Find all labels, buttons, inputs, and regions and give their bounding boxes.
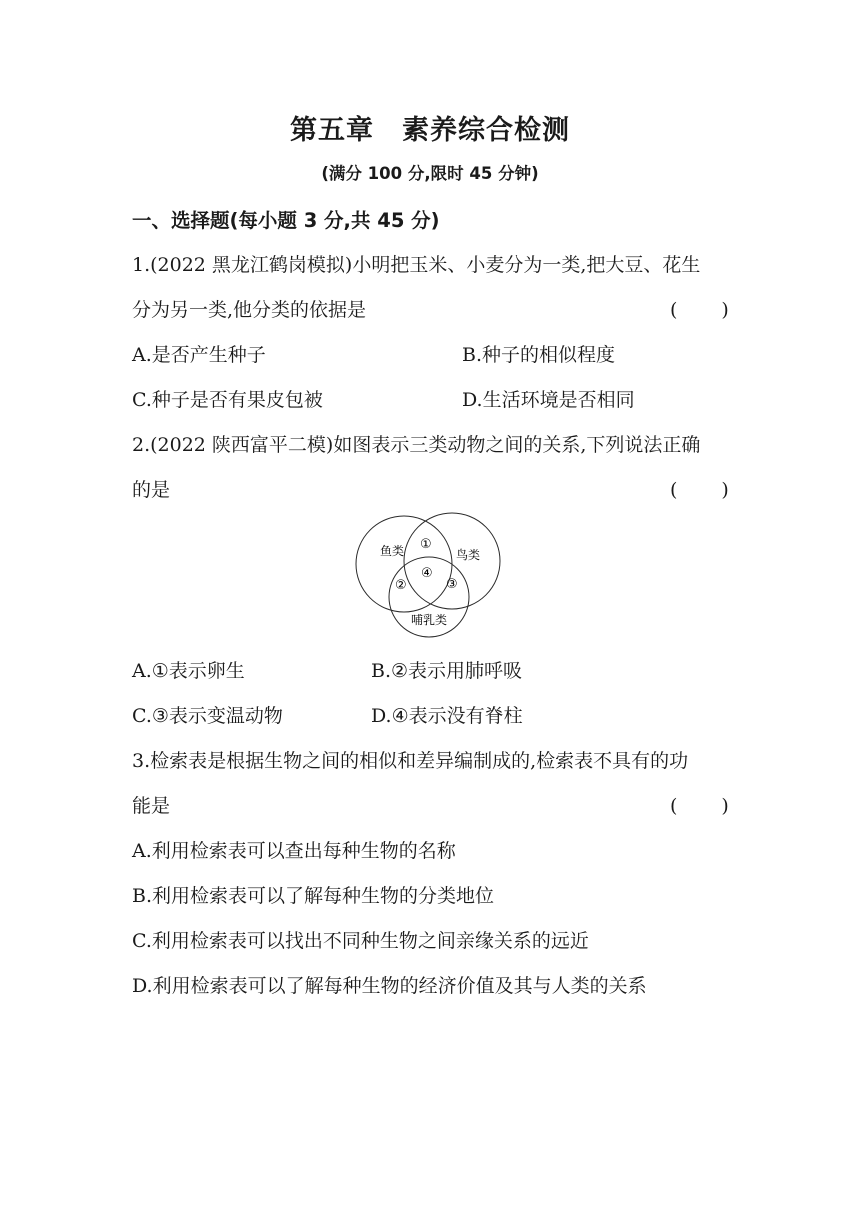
region-1-label: ①: [420, 537, 432, 552]
question-3-answer-bracket[interactable]: ( ): [670, 795, 731, 817]
question-3-stem-line-2: 能是: [132, 795, 171, 817]
question-1-answer-bracket[interactable]: ( ): [670, 299, 731, 321]
question-3-option-b[interactable]: B.利用检索表可以了解每种生物的分类地位: [132, 885, 495, 907]
question-2-option-d[interactable]: D.④表示没有脊柱: [371, 705, 523, 727]
question-2-answer-bracket[interactable]: ( ): [670, 479, 731, 501]
question-1-option-c[interactable]: C.种子是否有果皮包被: [132, 389, 323, 411]
question-3-option-c[interactable]: C.利用检索表可以找出不同种生物之间亲缘关系的远近: [132, 930, 589, 952]
question-1-option-d[interactable]: D.生活环境是否相同: [462, 389, 635, 411]
question-2-stem-line-1: 2.(2022 陕西富平二模)如图表示三类动物之间的关系,下列说法正确: [132, 434, 701, 456]
question-2-stem-line-2: 的是: [132, 479, 171, 501]
region-2-label: ②: [395, 578, 407, 593]
mammal-label: 哺乳类: [411, 613, 448, 627]
question-3-option-d[interactable]: D.利用检索表可以了解每种生物的经济价值及其与人类的关系: [132, 975, 647, 997]
region-3-label: ③: [446, 577, 458, 592]
question-3-option-a[interactable]: A.利用检索表可以查出每种生物的名称: [132, 840, 456, 862]
exam-info: (满分 100 分,限时 45 分钟): [321, 164, 539, 183]
question-2-option-b[interactable]: B.②表示用肺呼吸: [371, 660, 523, 682]
question-1-stem-line-2: 分为另一类,他分类的依据是: [132, 299, 367, 321]
section-heading: 一、选择题(每小题 3 分,共 45 分): [132, 209, 440, 232]
venn-diagram: [355, 505, 505, 640]
question-2-option-a[interactable]: A.①表示卵生: [132, 660, 245, 682]
fish-label: 鱼类: [380, 544, 405, 558]
question-1-option-a[interactable]: A.是否产生种子: [132, 344, 266, 366]
page-title: 第五章 素养综合检测: [290, 115, 570, 146]
question-2-option-c[interactable]: C.③表示变温动物: [132, 705, 283, 727]
question-1-stem-line-1: 1.(2022 黑龙江鹤岗模拟)小明把玉米、小麦分为一类,把大豆、花生: [132, 254, 701, 276]
question-1-option-b[interactable]: B.种子的相似程度: [462, 344, 616, 366]
bird-label: 鸟类: [456, 548, 481, 562]
question-3-stem-line-1: 3.检索表是根据生物之间的相似和差异编制成的,检索表不具有的功: [132, 750, 689, 772]
region-4-label: ④: [421, 566, 433, 581]
